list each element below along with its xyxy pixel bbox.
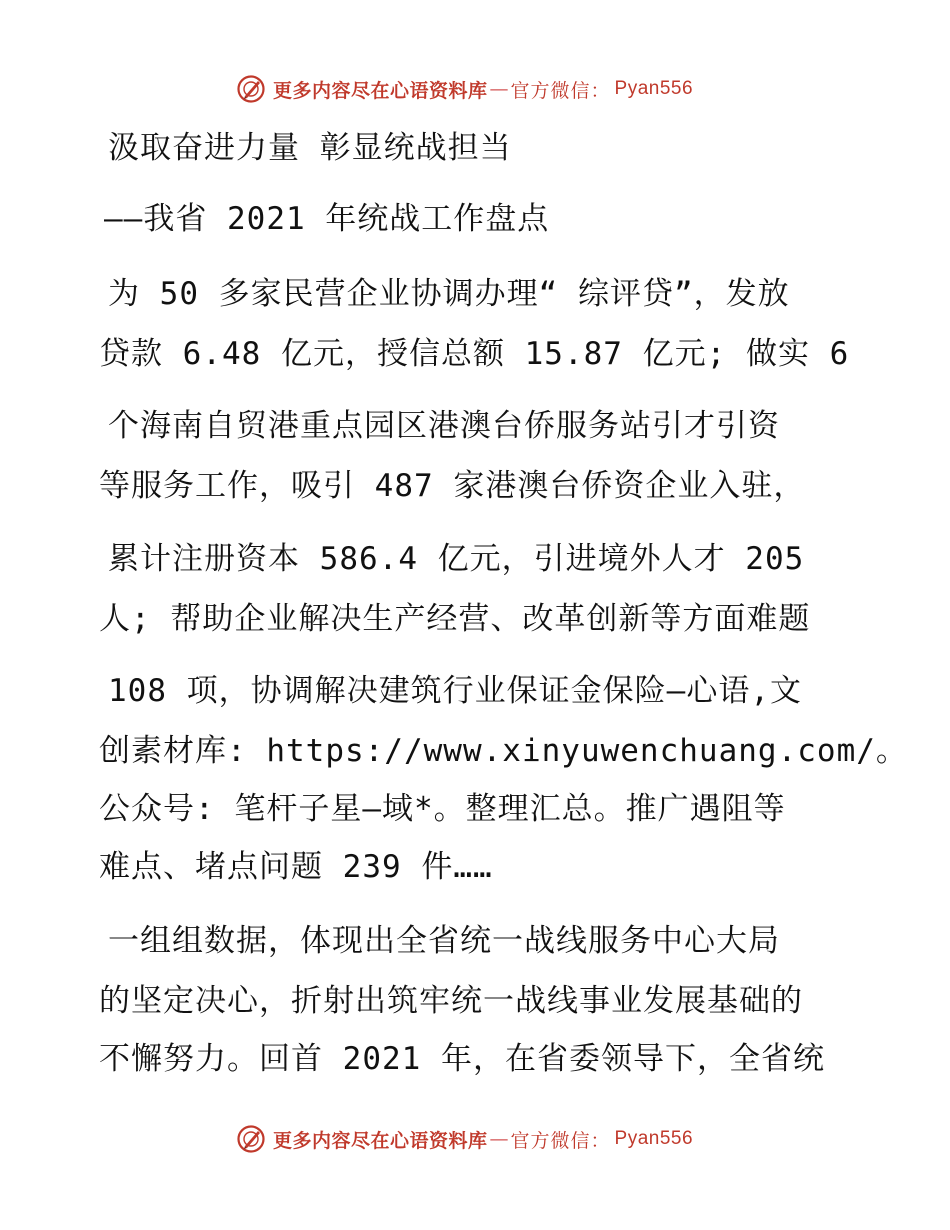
body-line: 创素材库: https://www.xinyuwenchuang.com/。 bbox=[99, 733, 908, 769]
banner-main-text: 更多内容尽在心语资料库 bbox=[273, 1129, 488, 1152]
banner-wechat-id: Pyan556 bbox=[614, 78, 694, 99]
body-line: 人; 帮助企业解决生产经营、改革创新等方面难题 bbox=[99, 601, 811, 637]
body-line: 等服务工作，吸引 487 家港澳台侨资企业入驻， bbox=[99, 468, 806, 504]
pen-logo-icon bbox=[236, 74, 266, 104]
body-line: 贷款 6.48 亿元，授信总额 15.87 亿元; 做实 6 bbox=[99, 336, 850, 372]
body-line: 的坚定决心，折射出筑牢统一战线事业发展基础的 bbox=[99, 983, 803, 1019]
banner-separator: — bbox=[489, 78, 509, 100]
body-line: 一组组数据，体现出全省统一战线服务中心大局 bbox=[108, 923, 780, 959]
body-line: 为 50 多家民营企业协调办理“ 综评贷”，发放 bbox=[108, 276, 790, 312]
body-line: 公众号: 笔杆子星—域*。整理汇总。推广遇阻等 bbox=[99, 791, 786, 827]
banner-wechat-label: 官方微信： bbox=[510, 1129, 611, 1152]
body-line: 难点、堵点问题 239 件…… bbox=[99, 849, 493, 885]
footer-watermark-banner bbox=[236, 1122, 693, 1156]
body-line: 累计注册资本 586.4 亿元，引进境外人才 205 bbox=[108, 541, 805, 577]
body-line: 108 项，协调解决建筑行业保证金保险—心语,文 bbox=[108, 673, 802, 709]
header-watermark-banner bbox=[236, 72, 693, 106]
document-subtitle: ——我省 2021 年统战工作盘点 bbox=[104, 201, 550, 237]
banner-main-text: 更多内容尽在心语资料库 bbox=[273, 79, 488, 102]
body-line: 个海南自贸港重点园区港澳台侨服务站引才引资 bbox=[108, 408, 780, 444]
pen-logo-icon bbox=[236, 1124, 266, 1154]
banner-separator: — bbox=[489, 1128, 509, 1150]
document-title: 汲取奋进力量 彰显统战担当 bbox=[108, 130, 512, 166]
body-line: 不懈努力。回首 2021 年，在省委领导下，全省统 bbox=[99, 1041, 825, 1077]
banner-wechat-id: Pyan556 bbox=[614, 1128, 694, 1149]
banner-wechat-label: 官方微信： bbox=[510, 79, 611, 102]
